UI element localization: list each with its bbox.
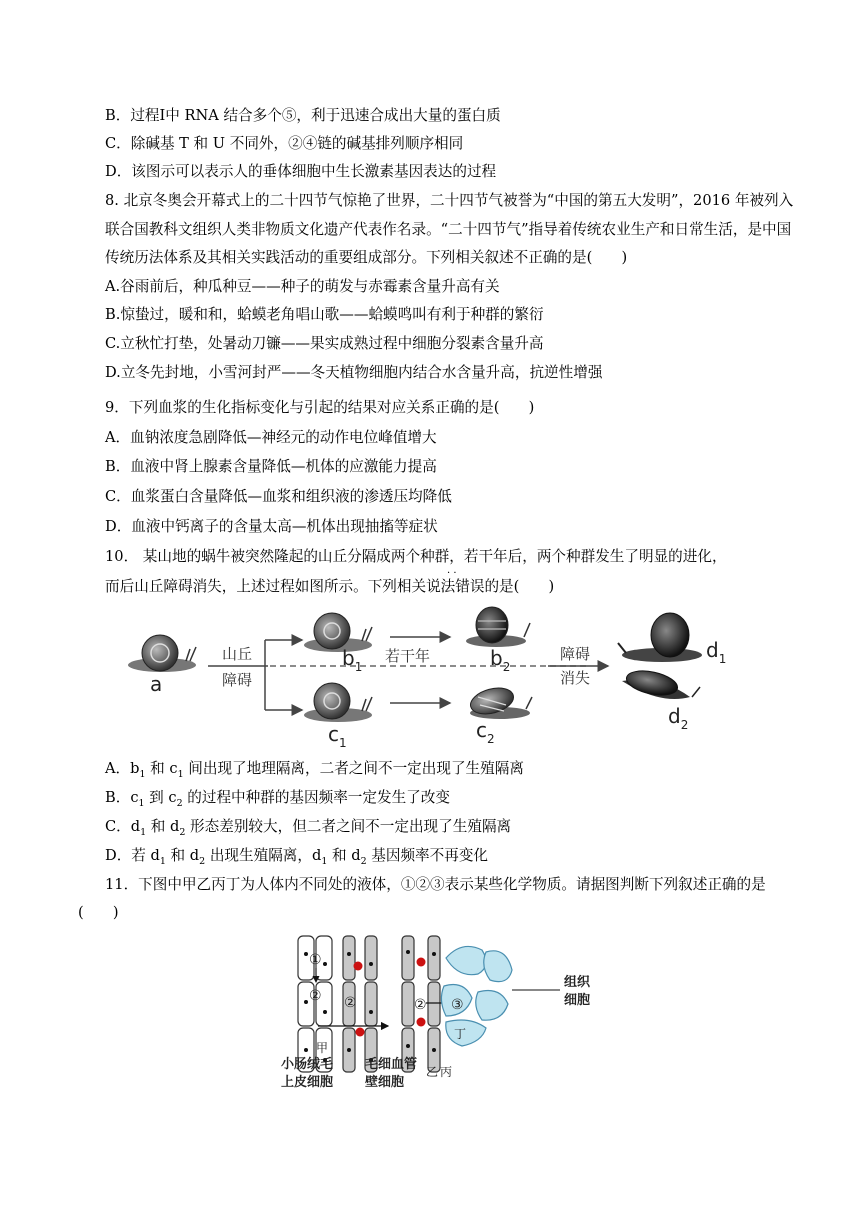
q11-stem-line1: 11．下图中甲乙丙丁为人体内不同处的液体，①②③表示某些化学物质。请据图判断下列叙述正确的是 [105,876,766,893]
q10-option-d: D．若 $d_1$ 和 $d_2$ 出现生殖隔离，$d_1$ 和 $d_2$ 基因频率不再变化 [105,847,489,867]
q9-option-d: D．血液中钙离子的含量太高—机体出现抽搐等症状 [105,518,438,535]
label-d1: $d_1$ [706,638,727,666]
q8-stem-line1: 8. 北京冬奥会开幕式上的二十四节气惊艳了世界，二十四节气被誉为“中国的第五大发明”，2016 年被列入 [105,192,794,209]
label-capillary-2: 壁细胞 [365,1075,405,1090]
q10-stem-line1: 10． 某山地的蜗牛被突然隆起的山丘分隔成两个种群，若干年后，两个种群发生了明显的进化， [105,548,727,565]
q10-option-b: B．$c_1$ 到 $c_2$ 的过程中种群的基因频率一定发生了改变 [105,789,450,809]
snail-c1 [304,683,372,722]
emphasis-dots: · · [447,568,457,579]
q9-option-a: A．血钠浓度急剧降低—神经元的动作电位峰值增大 [105,429,437,446]
marker-3: ③ [451,997,464,1013]
q9-stem: 9．下列血浆的生化指标变化与引起的结果对应关系正确的是( ) [105,399,535,416]
q10-option-a: A．$b_1$ 和 $c_1$ 间出现了地理隔离，二者之间不一定出现了生殖隔离 [105,760,524,780]
q7-option-b: B．过程Ⅰ中 RNA 结合多个⑤，利于迅速合成出大量的蛋白质 [105,107,501,124]
label-tissue-cell-2: 细胞 [564,993,591,1008]
snail-a [128,635,196,672]
q7-option-d: D．该图示可以表示人的垂体细胞中生长激素基因表达的过程 [105,163,497,180]
q10-stem-line2: 而后山丘障碍消失，上述过程如图所示。下列相关说法错误的是( ) [105,578,555,595]
label-ding: 丁 [454,1027,467,1041]
red-blood-cell [354,962,363,971]
body-fluid-figure [0,930,860,1095]
red-blood-cell [417,1018,426,1027]
q8-option-d: D.立冬先封地，小雪河封严——冬天植物细胞内结合水含量升高，抗逆性增强 [105,364,603,381]
red-blood-cell [356,1028,365,1037]
label-yi: 乙 [426,1065,439,1079]
q8-stem-line3: 传统历法体系及其相关实践活动的重要组成部分。下列相关叙述不正确的是( ) [105,249,628,266]
label-d2: $d_2$ [668,704,689,732]
label-disappear: 消失 [560,669,591,687]
q8-option-b: B.惊蛰过，暖和和，蛤蟆老角唱山歌——蛤蟆鸣叫有利于种群的繁衍 [105,306,544,323]
label-b1: $b_1$ [342,646,363,674]
marker-2-blood: ② [414,997,427,1013]
snail-d1 [618,613,702,662]
label-b2: $b_2$ [490,646,511,674]
label-a: a [150,672,163,696]
q8-option-c: C.立秋忙打垫，处暑动刀镰——果实成熟过程中细胞分裂素含量升高 [105,335,544,352]
q8-stem-line2: 联合国教科文组织人类非物质文化遗产代表作名录。“二十四节气”指导着传统农业生产和日常生活，是中国 [105,221,792,238]
label-jia: 甲 [316,1041,329,1055]
marker-2-capillary: ② [344,995,357,1011]
marker-1: ① [309,952,322,968]
snail-d2 [622,667,700,699]
q11-stem-line2: ( ) [78,904,119,921]
label-hill-barrier: 障碍 [222,671,253,689]
q9-option-b: B．血液中肾上腺素含量降低—机体的应激能力提高 [105,458,437,475]
q8-option-a: A.谷雨前后，种瓜种豆——种子的萌发与赤霉素含量升高有关 [105,278,500,295]
label-tissue-cell-1: 组织 [564,975,591,990]
q7-option-c: C．除碱基 T 和 U 不同外，②④链的碱基排列顺序相同 [105,135,464,152]
marker-2-villus: ② [309,988,322,1004]
snail-b1 [304,613,372,652]
snail-c2 [468,684,532,719]
label-barrier: 障碍 [560,645,591,663]
red-blood-cell [417,958,426,967]
q10-option-c: C．$d_1$ 和 $d_2$ 形态差别较大，但二者之间不一定出现了生殖隔离 [105,818,512,838]
label-villus-1: 小肠绒毛 [281,1057,334,1072]
label-hill: 山丘 [222,645,253,663]
snail-speciation-figure [0,605,860,755]
label-c1: $c_1$ [328,722,347,750]
label-years: 若干年 [385,647,431,665]
q9-option-c: C．血浆蛋白含量降低—血浆和组织液的渗透压均降低 [105,488,452,505]
snail-b2 [466,607,530,647]
label-villus-2: 上皮细胞 [281,1075,334,1090]
label-capillary-1: 毛细血管 [365,1057,418,1072]
label-bing: 丙 [440,1065,453,1079]
label-c2: $c_2$ [476,718,495,746]
